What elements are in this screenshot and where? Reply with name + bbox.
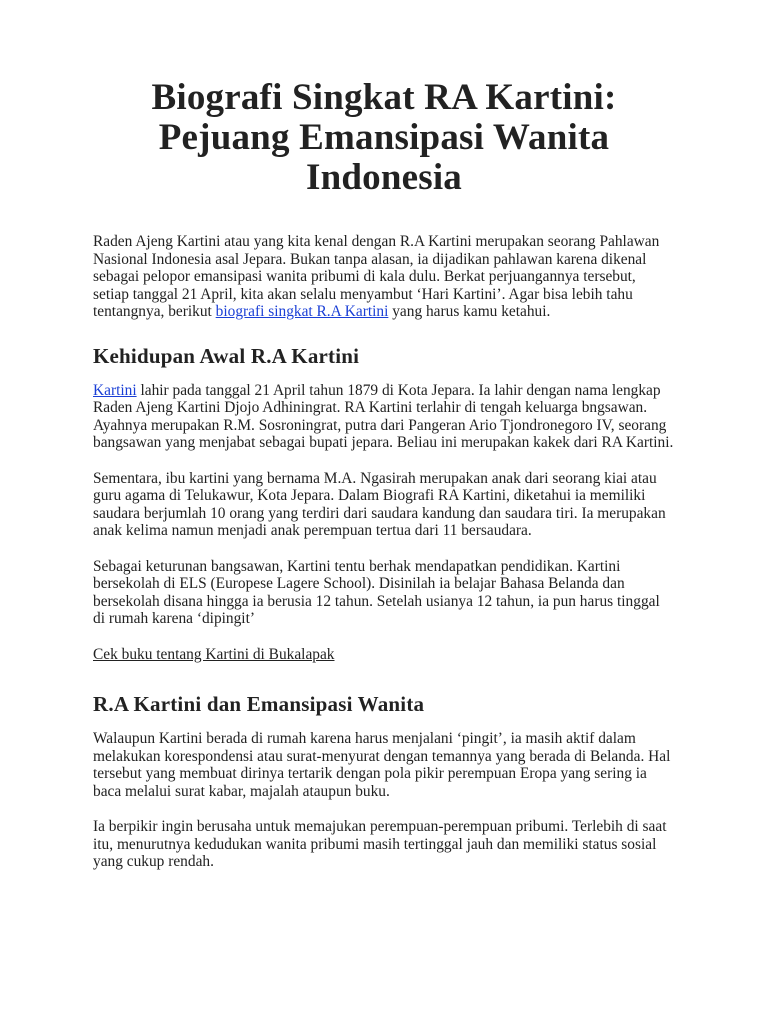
paragraph-pendidikan: Sebagai keturunan bangsawan, Kartini tentu berhak mendapatkan pendidikan. Kartini bersekolah di ELS (Europese Lagere School). Disinilah ia belajar Bahasa Belanda dan bersekolah disana hingga ia berusia 12 tahun. Setelah usianya 12 tahun, ia pun harus tinggal di rumah karena ‘dipingit’ bbox=[93, 557, 660, 627]
paragraph-kelahiran bbox=[93, 382, 675, 452]
intro-text-end: yang harus kamu ketahui. bbox=[388, 303, 551, 320]
intro-text: Raden Ajeng Kartini atau yang kita kenal dengan R.A Kartini merupakan seorang Pahlawan Nasional Indonesia asal Jepara. Bukan tanpa alasan, ia dijadikan pahlawan karena dikenal sebagai pelopor emansipasi wanita pribumi di kala dulu. Berkat perjuangannya tersebut, setiap tanggal 21 April, kita akan selalu menyambut ‘Hari Kartini’. Agar bisa lebih tahu tentangnya, berikut bbox=[93, 233, 660, 320]
bukalapak-link[interactable]: Cek buku tentang Kartini di Bukalapak bbox=[93, 645, 335, 663]
intro-paragraph bbox=[93, 233, 675, 321]
paragraph-korespondensi: Walaupun Kartini berada di rumah karena harus menjalani ‘pingit’, ia masih aktif dalam melakukan korespondensi atau surat-menyurat dengan temannya yang berada di Belanda. Hal tersebut yang membuat dirinya tertarik dengan pola pikir perempuan Eropa yang sering ia baca melalui surat kabar, majalah ataupun buku. bbox=[93, 730, 671, 800]
title-line-3: Indonesia bbox=[305, 157, 463, 198]
paragraph-kelahiran-text: lahir pada tanggal 21 April tahun 1879 di Kota Jepara. Ia lahir dengan nama lengkap Raden Ajeng Kartini Djojo Adhiningrat. RA Kartini terlahir di tengah keluarga bngsawan. Ayahnya merupakan R.M. Sosroningrat, putra dari Pangeran Ario Tjondronegoro IV, seorang bangsawan yang menjabat sebagai bupati jepara. Beliau ini merupakan kakek dari RA Kartini. bbox=[93, 381, 674, 451]
section-heading-kehidupan-awal: Kehidupan Awal R.A Kartini bbox=[93, 343, 360, 368]
kartini-link[interactable]: Kartini bbox=[93, 381, 137, 399]
biografi-link[interactable]: biografi singkat R.A Kartini bbox=[215, 303, 389, 320]
title-line-2: Pejuang Emansipasi Wanita bbox=[158, 117, 610, 158]
bukalapak-paragraph bbox=[93, 646, 675, 664]
paragraph-ibu: Sementara, ibu kartini yang bernama M.A. Ngasirah merupakan anak dari seorang kiai atau guru agama di Telukawur, Kota Jepara. Dalam Biografi RA Kartini, diketahui ia memiliki saudara berjumlah 10 orang yang terdiri dari saudara kandung dan saudara tiri. Ia merupakan anak kelima namun menjadi anak perempuan tertua dari 11 bersaudara. bbox=[93, 469, 666, 539]
page-title bbox=[93, 78, 675, 198]
section-heading-emansipasi: R.A Kartini dan Emansipasi Wanita bbox=[93, 692, 425, 716]
paragraph-memajukan-perempuan: Ia berpikir ingin berusaha untuk memajukan perempuan-perempuan pribumi. Terlebih di saat itu, menurutnya kedudukan wanita pribumi masih tertinggal jauh dan memiliki status sosial yang cukup rendah. bbox=[93, 818, 667, 870]
title-line-1: Biografi Singkat RA Kartini: bbox=[151, 77, 617, 118]
